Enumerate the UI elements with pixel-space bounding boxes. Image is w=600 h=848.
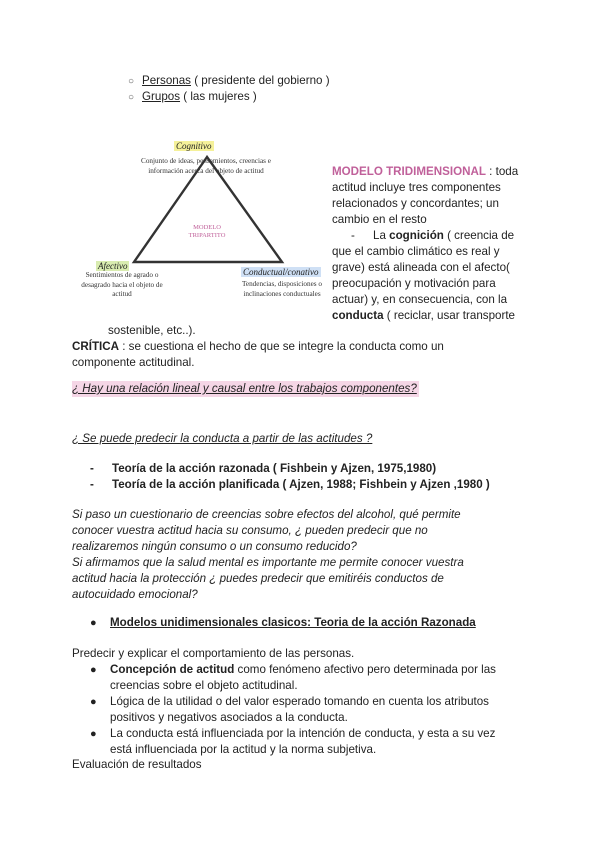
modelo-line: preocupación y motivación para <box>332 277 496 290</box>
critica-line: componente actitudinal. <box>72 356 195 369</box>
critica-line: CRÍTICA : se cuestiona el hecho de que se integre la conducta como un <box>72 340 444 353</box>
dash-marker: - <box>90 462 94 475</box>
bullet-icon: ● <box>90 617 97 629</box>
list-item: ● La conducta está influenciada por la intención de conducta, y esta a su vez <box>90 727 496 740</box>
list-item-label: Grupos <box>142 90 181 103</box>
circle-bullet-icon: ○ <box>128 92 135 103</box>
list-item-continuation: creencias sobre el objeto actitudinal. <box>110 679 298 692</box>
afectivo-label: Afectivo <box>98 261 128 271</box>
list-item: ● Lógica de la utilidad o del valor esperado tomando en cuenta los atributos <box>90 695 489 708</box>
list-item-text: ( las mujeres ) <box>180 90 257 103</box>
modelo-line: relacionados y concordantes; un <box>332 197 499 210</box>
question-predecir: ¿ Se puede predecir la conducta a partir de las actitudes ? <box>72 432 373 445</box>
conductual-description: Tendencias, disposiciones o inclinaciones conductuales <box>242 280 322 298</box>
italic-line: actitud hacia la protección ¿ puedes predecir que emitiréis conductos de <box>72 572 444 585</box>
section-heading <box>90 615 476 631</box>
section-heading-text: Modelos unidimensionales clasicos: Teoria de la acción Razonada <box>110 616 476 629</box>
modelo-line: conducta ( reciclar, usar transporte <box>332 309 515 322</box>
modelo-line: grave) está alineada con el afecto( <box>332 261 510 274</box>
italic-line: conocer vuestra actitud hacia su consumo, ¿ pueden predecir que no <box>72 524 428 537</box>
italic-line: Si afirmamos que la salud mental es importante me permite conocer vuestra <box>72 556 464 569</box>
list-item-continuation: positivos y negativos asociados a la conducta. <box>110 711 348 724</box>
modelo-line: cambio en el resto <box>332 213 427 226</box>
dash-marker: - <box>90 478 94 491</box>
theory-item: - Teoría de la acción razonada ( Fishbein y Ajzen, 1975,1980) <box>90 462 437 475</box>
afectivo-description: Sentimientos de agrado o desagrado hacia el objeto de actitud <box>81 271 163 298</box>
dash-marker: - <box>351 229 355 242</box>
modelo-line: MODELO TRIDIMENSIONAL : toda <box>332 165 519 178</box>
list-item-text: ( presidente del gobierno ) <box>190 74 330 87</box>
modelo-line: actuar) y, en consecuencia, con la <box>332 293 508 306</box>
diagram-center-title: MODELO TRIPARTITO <box>188 224 226 239</box>
list-item: ● Concepción de actitud como fenómeno afectivo pero determinada por las <box>90 663 496 676</box>
list-item-label: Personas <box>142 74 191 87</box>
circle-bullet-icon: ○ <box>128 76 135 87</box>
bullet-icon: ● <box>90 664 97 676</box>
critica-label: CRÍTICA <box>72 340 120 353</box>
bullet-icon: ● <box>90 696 97 708</box>
italic-line: Si paso un cuestionario de creencias sobre efectos del alcohol, qué permite <box>72 508 461 521</box>
modelo-line: sostenible, etc..). <box>108 324 196 337</box>
modelo-line: actitud incluye tres componentes <box>332 181 501 194</box>
modelo-line: - La cognición ( creencia de <box>351 229 515 242</box>
bullet-icon: ● <box>90 728 97 740</box>
theory-item: - Teoría de la acción planificada ( Ajzen, 1988; Fishbein y Ajzen ,1980 ) <box>90 478 490 491</box>
italic-line: autocuidado emocional? <box>72 588 198 601</box>
question-relacion: ¿ Hay una relación lineal y causal entre los trabajos componentes? <box>72 382 417 395</box>
intro-line: Predecir y explicar el comportamiento de las personas. <box>72 647 355 660</box>
list-item-continuation: está influenciada por la actitud y la norma subjetiva. <box>110 743 377 756</box>
conductual-label: Conductual/conativo <box>243 267 319 277</box>
modelo-title: MODELO TRIDIMENSIONAL <box>332 165 486 178</box>
cognitivo-label: Cognitivo <box>176 141 212 151</box>
italic-line: realizaremos ningún consumo o un consumo reducido? <box>72 540 357 553</box>
cognitivo-description: Conjunto de ideas, pensamientos, creencias e información acerca del objeto de actitud <box>141 157 271 175</box>
modelo-line: que el cambio climático es real y <box>332 245 500 258</box>
evaluacion-line: Evaluación de resultados <box>72 758 202 771</box>
